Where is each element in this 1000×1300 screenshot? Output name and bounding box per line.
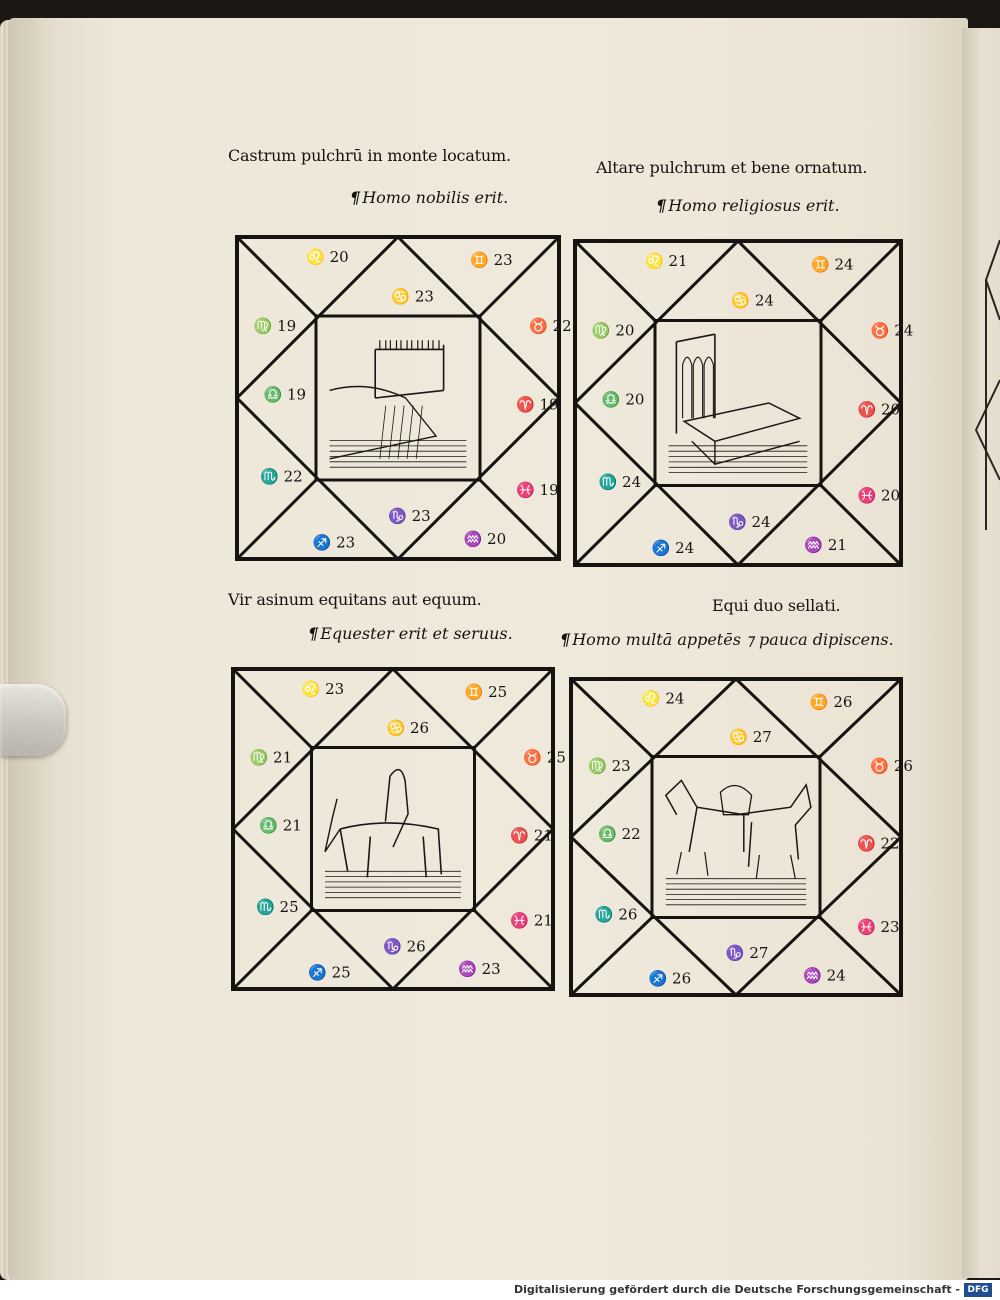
woodcut-stroke [684,403,800,441]
house-label: ♋ 26 [386,718,430,737]
castle-on-hill-woodcut [330,340,467,467]
woodcut-stroke [736,785,811,867]
panel-verdict-rider [308,624,513,643]
panel-title-castle: Castrum pulchrū in monte locatum. [228,146,511,165]
woodcut-stroke [677,852,796,879]
next-page-chart-fragment [966,230,1000,570]
chart-diagonal [475,669,554,748]
chart-diagonal [575,486,655,566]
chart-diagonal [480,237,559,316]
footer-bar [0,1280,1000,1300]
panel-verdict-altar [656,196,840,215]
house-label: ♊ 26 [809,692,853,711]
house-label: ♉ 25 [523,748,566,767]
house-label: ♓ 20 [857,486,901,505]
two-saddled-horses-woodcut [666,780,811,904]
chart-diagonal [571,679,652,757]
house-label: ♈ 22 [857,834,900,853]
house-label: ♏ 25 [256,898,299,917]
woodcut-stroke [325,799,340,852]
house-label: ♑ 23 [388,507,431,526]
house-label: ♌ 23 [301,679,345,698]
verdict-text: Equester erit et seruus. [320,624,513,643]
house-label: ♈ 20 [857,400,901,419]
woodcut-stroke [666,780,744,852]
house-label: ♊ 25 [464,683,508,702]
house-label: ♎ 20 [601,390,645,409]
chart-inner-square [652,757,820,918]
house-label: ♋ 23 [391,287,434,306]
chart-diagonal [237,237,316,316]
horoscope-chart-horses [568,676,913,998]
woodcut-stroke [412,340,418,349]
house-label: ♏ 26 [594,905,638,924]
horoscope-chart-castle [234,234,572,562]
house-label: ♓ 19 [516,480,559,499]
house-label: ♋ 27 [729,728,772,747]
house-label: ♉ 26 [870,757,913,776]
verdict-text: Homo religiosus erit. [668,196,840,215]
house-label: ♐ 25 [308,963,351,982]
house-label: ♒ 20 [463,530,507,548]
footer-credit: Digitalisierung gefördert durch die Deutsche Forschungsgemeinschaft - [513,1283,960,1296]
chart-diagonal [233,669,312,748]
woodcut-stroke [720,786,751,815]
house-label: ♍ 19 [253,316,297,335]
house-label: ♓ 23 [857,918,900,937]
chart-diagonal [233,911,312,990]
house-label: ♏ 22 [260,467,303,486]
page-clip [0,684,66,756]
house-label: ♑ 26 [383,937,426,956]
chart-diagonal [821,241,901,321]
panel-verdict-castle [350,188,508,207]
panel-title-rider: Vir asinum equitans aut equum. [228,590,482,609]
house-label: ♌ 21 [645,252,688,271]
house-label: ♑ 24 [728,512,771,531]
verdict-text: Homo nobilis erit. [362,188,509,207]
house-label: ♒ 24 [803,966,846,985]
panel-title-horses: Equi duo sellati. [712,596,841,615]
altar-woodcut [669,334,808,472]
house-label: ♍ 23 [588,757,631,776]
chart-inner-square [655,321,821,486]
house-label: ♊ 24 [811,255,854,274]
house-label: ♌ 20 [306,248,349,266]
woodcut-stroke [380,340,386,349]
house-label: ♓ 21 [510,911,553,930]
next-page-edge [962,28,1000,1278]
house-label: ♎ 22 [598,824,641,843]
house-label: ♐ 26 [648,969,692,988]
woodcut-stroke [401,340,407,349]
chart-diagonal [575,241,655,321]
house-label: ♈ 19 [516,395,559,414]
house-label: ♍ 21 [249,748,293,767]
horoscope-chart-rider [230,666,566,992]
house-label: ♎ 19 [263,385,307,404]
dfg-logo: DFG [964,1283,992,1297]
woodcut-stroke [422,340,428,349]
verdict-text: Homo multā appetēs ⁊ pauca dipiscens. [572,630,894,649]
house-label: ♎ 21 [259,816,302,835]
house-label: ♉ 24 [870,321,914,340]
pilcrow-icon: ¶ [350,188,361,207]
house-label: ♏ 24 [598,473,642,492]
woodcut-stroke [683,357,692,418]
house-label: ♌ 24 [641,689,685,708]
house-label: ♍ 20 [591,321,635,340]
house-label: ♊ 23 [470,251,513,270]
woodcut-stroke [340,823,441,877]
house-label: ♒ 21 [804,535,847,554]
house-label: ♑ 27 [725,943,769,962]
house-label: ♉ 22 [529,316,572,335]
woodcut-stroke [704,357,713,418]
woodcut-stroke [385,770,408,848]
horoscope-chart-altar [572,238,914,568]
pilcrow-icon: ¶ [560,630,571,649]
house-label: ♋ 24 [731,291,774,310]
house-label: ♒ 23 [458,960,501,979]
panel-verdict-horses [560,630,894,649]
pilcrow-icon: ¶ [656,196,667,215]
house-label: ♐ 23 [312,533,356,552]
chart-diagonal [237,480,316,559]
woodcut-stroke [692,441,800,464]
pilcrow-icon: ¶ [308,624,319,643]
rider-on-donkey-woodcut [325,770,461,898]
woodcut-stroke [390,340,396,349]
house-label: ♈ 21 [510,826,553,845]
woodcut-stroke [433,340,439,349]
house-label: ♐ 24 [651,539,695,558]
chart-diagonal [820,679,901,757]
woodcut-stroke [693,357,702,418]
chart-diagonal [571,918,652,996]
panel-title-altar: Altare pulchrum et bene ornatum. [596,158,868,177]
